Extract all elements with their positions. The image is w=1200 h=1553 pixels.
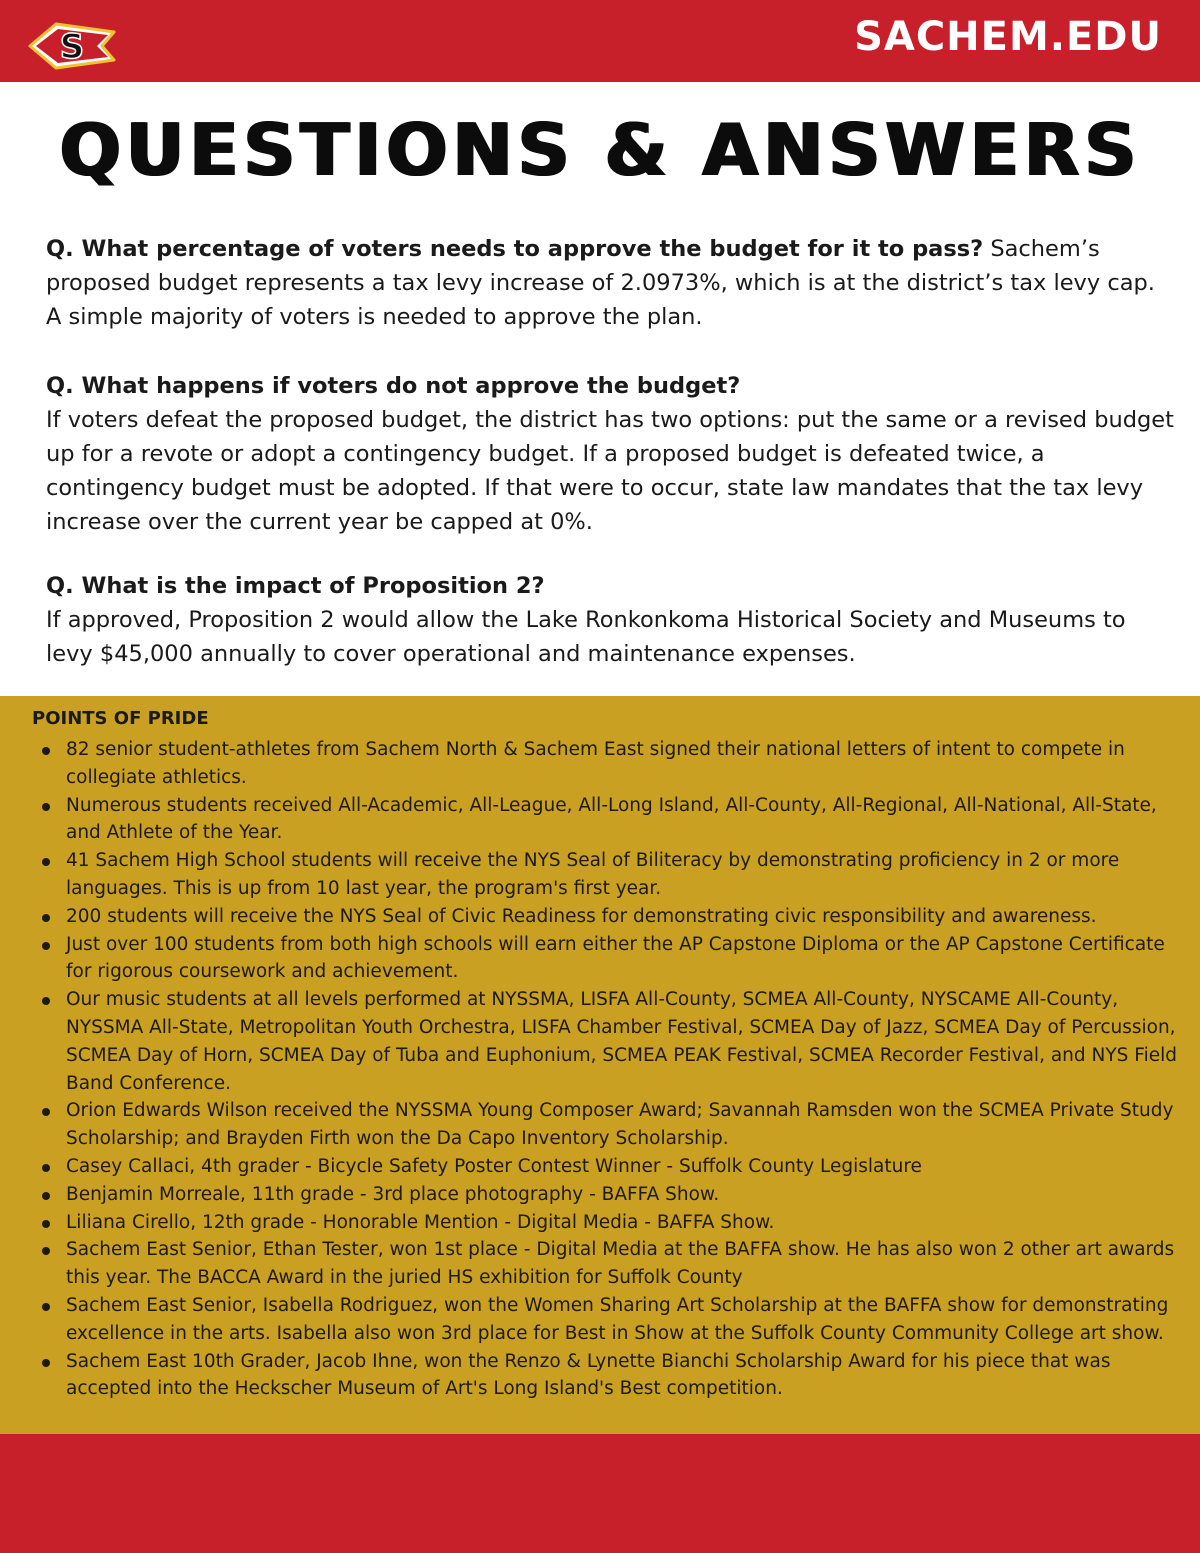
list-item: Our music students at all levels performed at NYSSMA, LISFA All-County, SCMEA All-County, NYSCAME All-County, NYSSMA All-State, Metropolitan Youth Orchestra, LISFA Chamber Festival, SCMEA Day of Jazz, SCMEA Day of Percussion, SCMEA Day of Horn, SCMEA Day of Tuba and Euphonium, SCMEA PEAK Festival, SCMEA Recorder Festival, and NYS Field Band Conference.	[38, 986, 1178, 1097]
list-item: Orion Edwards Wilson received the NYSSMA Young Composer Award; Savannah Ramsden won the SCMEA Private Study Scholarship; and Brayden Firth won the Da Capo Inventory Scholarship.	[38, 1097, 1178, 1153]
qa-item	[46, 232, 1174, 334]
page-title: QUESTIONS & ANSWERS	[59, 108, 1141, 192]
svg-text:S: S	[59, 27, 85, 67]
question: Q. What happens if voters do not approve the budget?	[46, 373, 741, 399]
list-item: Numerous students received All-Academic, All-League, All-Long Island, All-County, All-Regional, All-National, All-State, and Athlete of the Year.	[38, 792, 1178, 848]
answer: Sachem’s proposed budget represents a tax levy increase of 2.0973%, which is at the district’s tax levy cap. A simple majority of voters is needed to approve the plan.	[46, 236, 1155, 330]
list-item: 200 students will receive the NYS Seal of Civic Readiness for demonstrating civic responsibility and awareness.	[38, 903, 1178, 931]
list-item: 41 Sachem High School students will receive the NYS Seal of Biliteracy by demonstrating proficiency in 2 or more languages. This is up from 10 last year, the program's first year.	[38, 847, 1178, 903]
points-of-pride-section	[0, 696, 1200, 1434]
answer: If approved, Proposition 2 would allow the Lake Ronkonkoma Historical Society and Museums to levy $45,000 annually to cover operational and maintenance expenses.	[46, 607, 1126, 667]
qa-item	[46, 369, 1174, 539]
list-item: Liliana Cirello, 12th grade - Honorable Mention - Digital Media - BAFFA Show.	[38, 1209, 1178, 1237]
footer-bar	[0, 1434, 1200, 1553]
points-of-pride-list	[38, 736, 1178, 1403]
site-url[interactable]: SACHEM.EDU	[854, 14, 1162, 60]
list-item: 82 senior student-athletes from Sachem North & Sachem East signed their national letters of intent to compete in collegiate athletics.	[38, 736, 1178, 792]
list-item: Sachem East Senior, Ethan Tester, won 1st place - Digital Media at the BAFFA show. He has also won 2 other art awards this year. The BACCA Award in the juried HS exhibition for Suffolk County	[38, 1236, 1178, 1292]
sachem-arrowhead-logo-icon[interactable]	[26, 20, 118, 72]
list-item: Sachem East Senior, Isabella Rodriguez, won the Women Sharing Art Scholarship at the BAFFA show for demonstrating excellence in the arts. Isabella also won 3rd place for Best in Show at the Suffolk County Community College art show.	[38, 1292, 1178, 1348]
header-bar	[0, 0, 1200, 82]
answer: If voters defeat the proposed budget, the district has two options: put the same or a revised budget up for a revote or adopt a contingency budget. If a proposed budget is defeated twice, a contingency budget must be adopted. If that were to occur, state law mandates that the tax levy increase over the current year be capped at 0%.	[46, 407, 1174, 535]
question: Q. What is the impact of Proposition 2?	[46, 573, 545, 599]
list-item: Casey Callaci, 4th grader - Bicycle Safety Poster Contest Winner - Suffolk County Legislature	[38, 1153, 1178, 1181]
question: Q. What percentage of voters needs to approve the budget for it to pass?	[46, 236, 984, 262]
list-item: Sachem East 10th Grader, Jacob Ihne, won the Renzo & Lynette Bianchi Scholarship Award for his piece that was accepted into the Heckscher Museum of Art's Long Island's Best competition.	[38, 1348, 1178, 1404]
list-item: Just over 100 students from both high schools will earn either the AP Capstone Diploma or the AP Capstone Certificate for rigorous coursework and achievement.	[38, 931, 1178, 987]
points-of-pride-title: POINTS OF PRIDE	[32, 708, 209, 729]
qa-item	[46, 569, 1174, 671]
list-item: Benjamin Morreale, 11th grade - 3rd place photography - BAFFA Show.	[38, 1181, 1178, 1209]
